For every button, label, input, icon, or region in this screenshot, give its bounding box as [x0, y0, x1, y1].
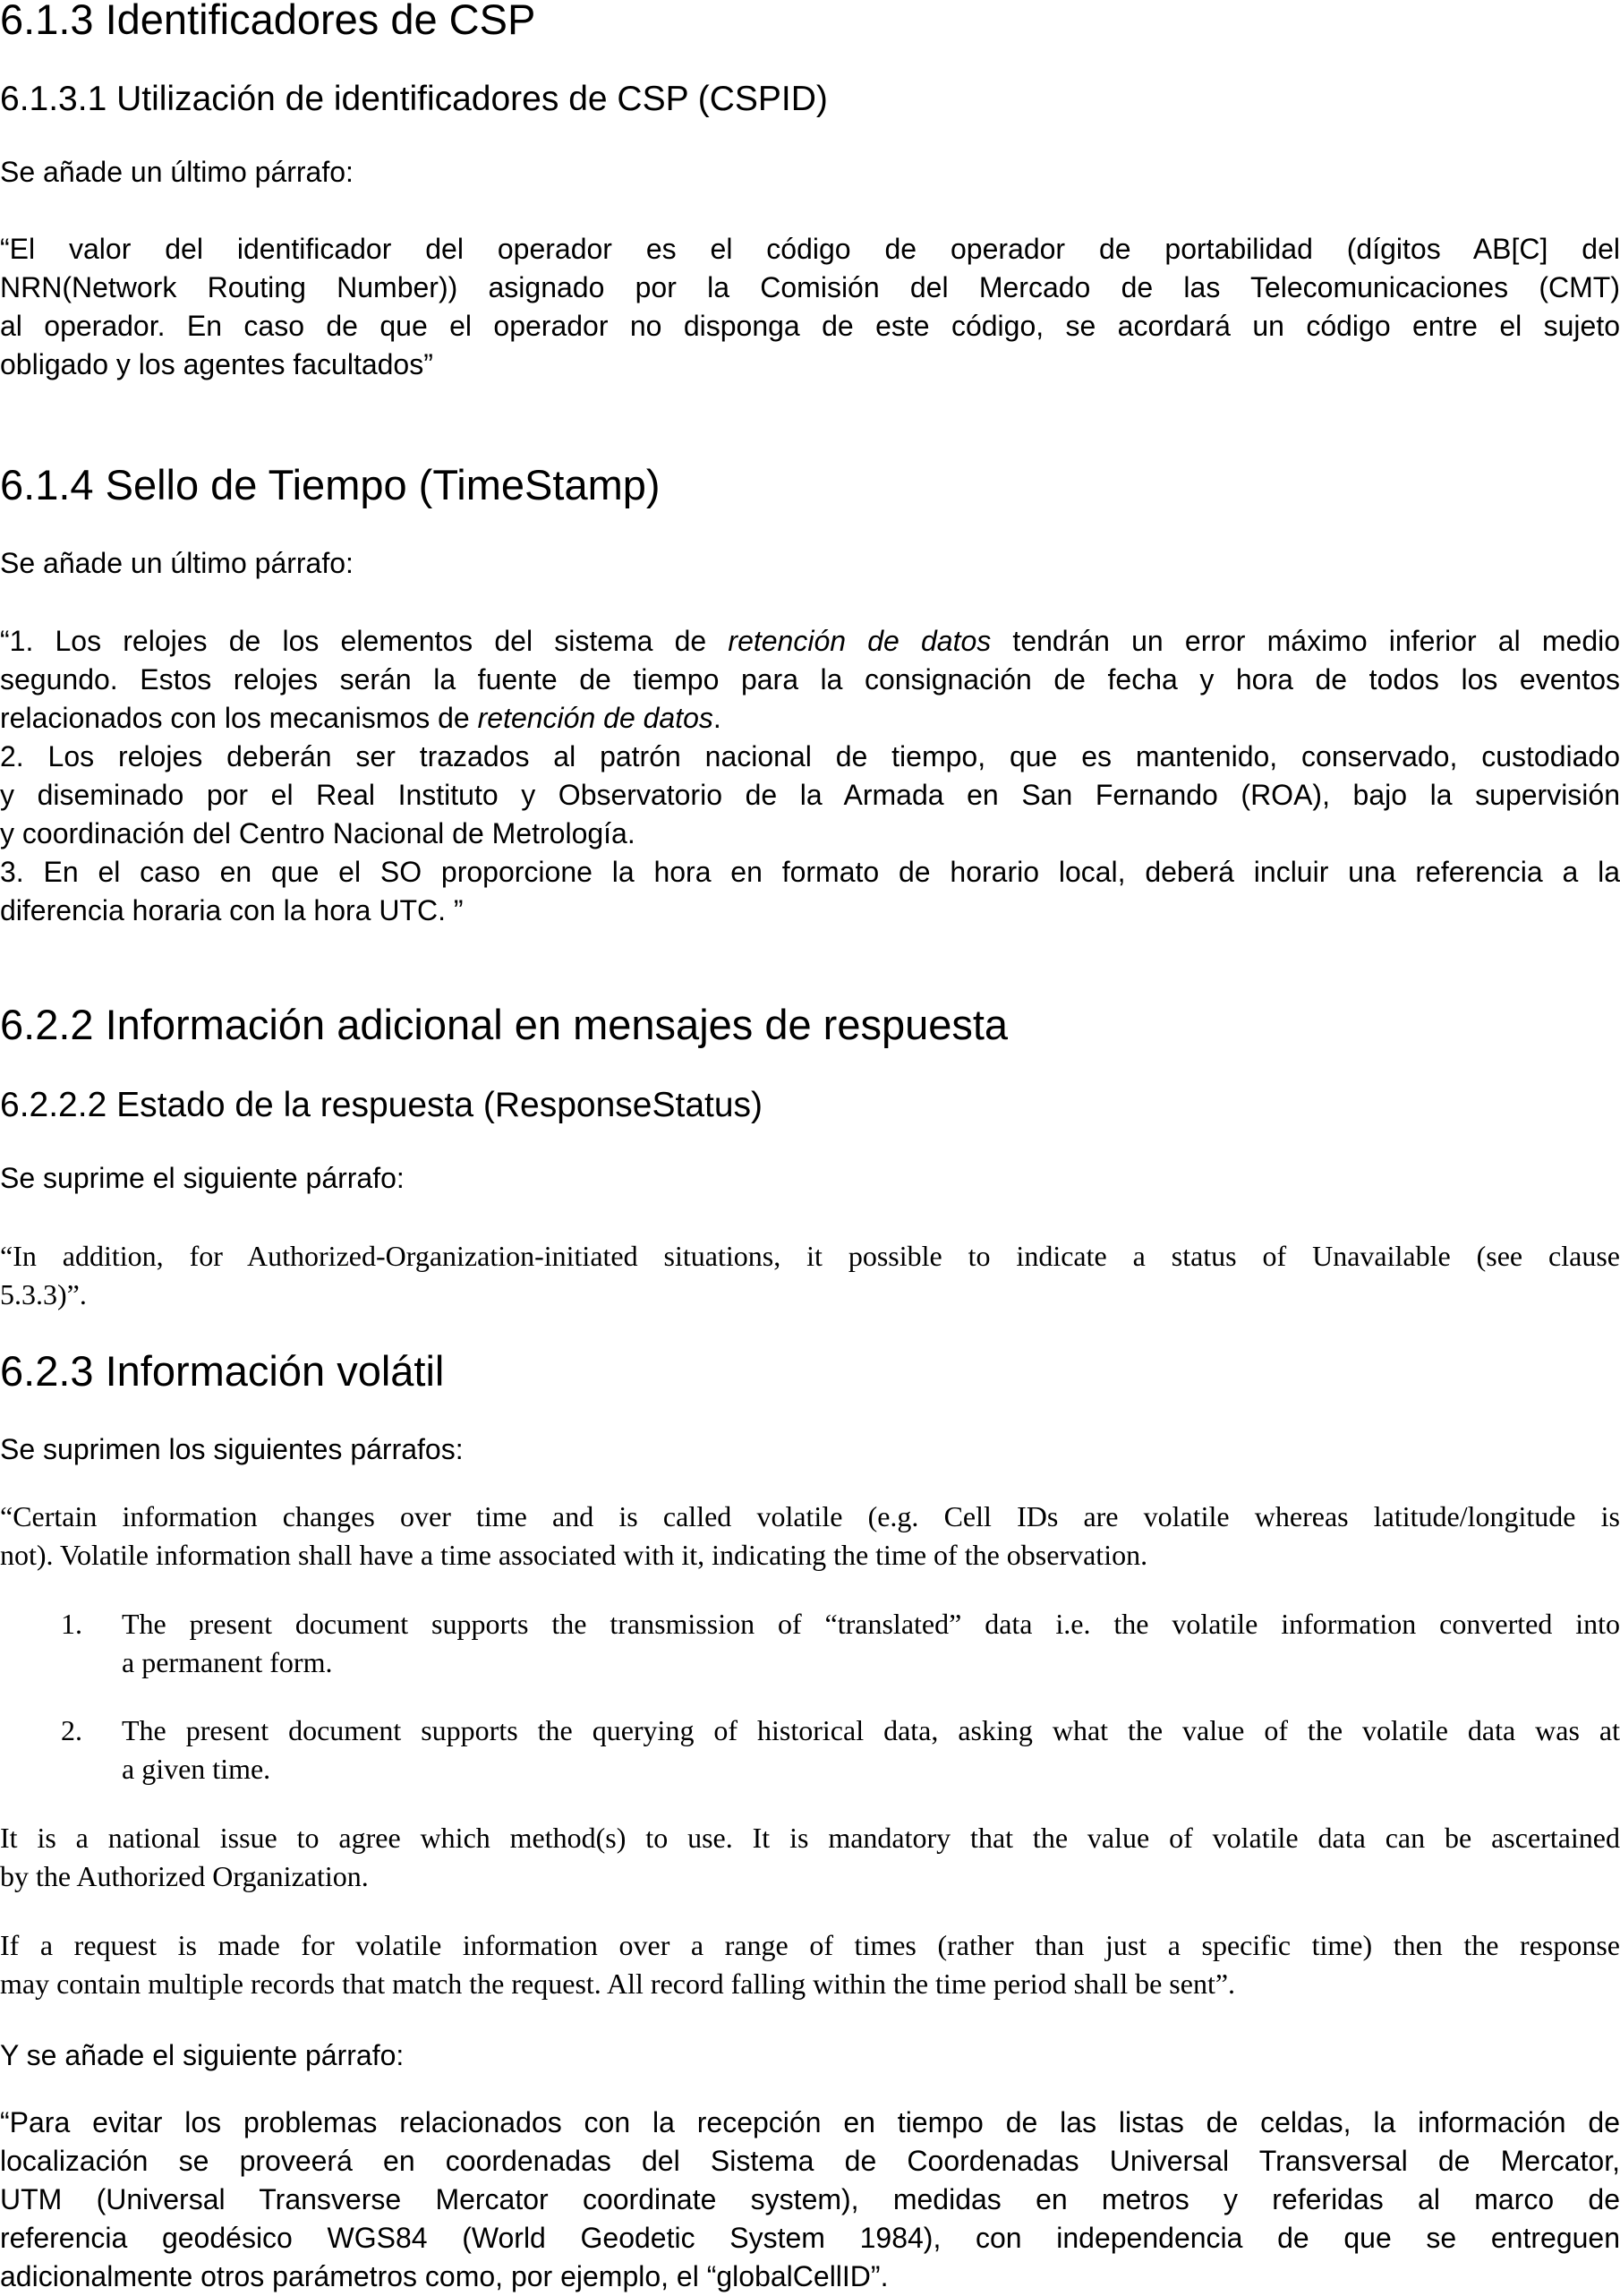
paragraph-line: y coordinación del Centro Nacional de Metrología. — [0, 817, 635, 849]
editorial-note: Se suprimen los siguientes párrafos: — [0, 1433, 464, 1465]
paragraph-line: “Certain information changes over time and is called volatile (e.g. Cell IDs are volatile whereas latitude/longitude is — [0, 1500, 1620, 1532]
paragraph-line: al operador. En caso de que el operador no disponga de este código, se acordará un código entre el sujeto — [0, 310, 1620, 342]
paragraph-line: a given time. — [122, 1753, 271, 1785]
paragraph-line: not). Volatile information shall have a time associated with it, indicating the time of the observation. — [0, 1539, 1148, 1571]
list-number: 1. — [61, 1608, 82, 1640]
section-heading-6-2-3: 6.2.3 Información volátil — [0, 1347, 445, 1395]
paragraph-line: a permanent form. — [122, 1646, 333, 1678]
italic-term: retención de datos — [477, 702, 713, 734]
paragraph-line: adicionalmente otros parámetros como, por ejemplo, el “globalCellID”. — [0, 2260, 889, 2292]
paragraph-line: diferencia horaria con la hora UTC. ” — [0, 894, 464, 926]
section-heading-6-2-2: 6.2.2 Información adicional en mensajes de respuesta — [0, 1001, 1009, 1048]
paragraph-line: by the Authorized Organization. — [0, 1860, 369, 1892]
paragraph-line: The present document supports the querying of historical data, asking what the value of the volatile data was at — [122, 1714, 1620, 1746]
paragraph-line: localización se proveerá en coordenadas del Sistema de Coordenadas Universal Transversal de Mercator, — [0, 2145, 1620, 2177]
quoted-paragraph — [0, 622, 1620, 930]
list-number: 2. — [61, 1714, 82, 1746]
quoted-paragraph — [0, 1498, 1620, 1575]
editorial-note: Y se añade el siguiente párrafo: — [0, 2039, 405, 2071]
paragraph-line: NRN(Network Routing Number)) asignado por la Comisión del Mercado de las Telecomunicaciones (CMT) — [0, 271, 1620, 303]
paragraph-line — [0, 622, 1620, 661]
italic-term: retención de datos — [728, 625, 992, 657]
quoted-paragraph — [0, 1819, 1620, 1896]
paragraph-line: may contain multiple records that match the request. All record falling within the time period shall be sent”. — [0, 1967, 1236, 2000]
paragraph-line: “El valor del identificador del operador es el código de operador de portabilidad (dígitos AB[C] del — [0, 233, 1620, 265]
paragraph-line: 3. En el caso en que el SO proporcione la hora en formato de horario local, deberá incluir una referencia a la — [0, 856, 1620, 888]
subsection-heading-6-2-2-2: 6.2.2.2 Estado de la respuesta (ResponseStatus) — [0, 1086, 763, 1124]
quoted-paragraph — [0, 1926, 1620, 2003]
paragraph-line: “Para evitar los problemas relacionados con la recepción en tiempo de las listas de celdas, la información de — [0, 2106, 1620, 2138]
paragraph-line: 5.3.3)”. — [0, 1278, 87, 1310]
quoted-paragraph — [0, 2104, 1620, 2296]
section-heading-6-1-3: 6.1.3 Identificadores de CSP — [0, 0, 536, 43]
paragraph-line: The present document supports the transmission of “translated” data i.e. the volatile information converted into — [122, 1608, 1620, 1640]
paragraph-line — [0, 699, 1620, 738]
paragraph-line: referencia geodésico WGS84 (World Geodetic System 1984), con independencia de que se entreguen — [0, 2222, 1620, 2254]
editorial-note: Se añade un último párrafo: — [0, 156, 354, 188]
paragraph-line: 2. Los relojes deberán ser trazados al patrón nacional de tiempo, que es mantenido, conservado, custodiado — [0, 740, 1620, 772]
text-run: . — [712, 702, 721, 734]
quoted-paragraph — [0, 230, 1620, 384]
paragraph-line: segundo. Estos relojes serán la fuente de tiempo para la consignación de fecha y hora de todos los eventos — [0, 663, 1620, 696]
quoted-paragraph — [0, 1237, 1620, 1314]
editorial-note: Se suprime el siguiente párrafo: — [0, 1162, 405, 1194]
paragraph-line: y diseminado por el Real Instituto y Observatorio de la Armada en San Fernando (ROA), bajo la supervisión — [0, 779, 1620, 811]
subsection-heading-6-1-3-1: 6.1.3.1 Utilización de identificadores de CSP (CSPID) — [0, 80, 828, 118]
editorial-note: Se añade un último párrafo: — [0, 547, 354, 579]
paragraph-line: It is a national issue to agree which method(s) to use. It is mandatory that the value of volatile data can be ascertained — [0, 1822, 1620, 1854]
section-heading-6-1-4: 6.1.4 Sello de Tiempo (TimeStamp) — [0, 461, 661, 508]
text-run: tendrán un error máximo inferior al medio — [991, 625, 1620, 657]
paragraph-line: If a request is made for volatile information over a range of times (rather than just a specific time) then the response — [0, 1929, 1620, 1961]
paragraph-line: “In addition, for Authorized-Organization-initiated situations, it possible to indicate a status of Unavailable (see clause — [0, 1240, 1620, 1272]
paragraph-line: obligado y los agentes facultados” — [0, 348, 433, 380]
text-run: “1. Los relojes de los elementos del sistema de — [0, 625, 729, 657]
paragraph-line: UTM (Universal Transverse Mercator coordinate system), medidas en metros y referidas al marco de — [0, 2183, 1620, 2215]
list-item-text — [122, 1711, 1620, 1788]
list-item-text — [122, 1605, 1620, 1682]
text-run: relacionados con los mecanismos de — [0, 702, 478, 734]
